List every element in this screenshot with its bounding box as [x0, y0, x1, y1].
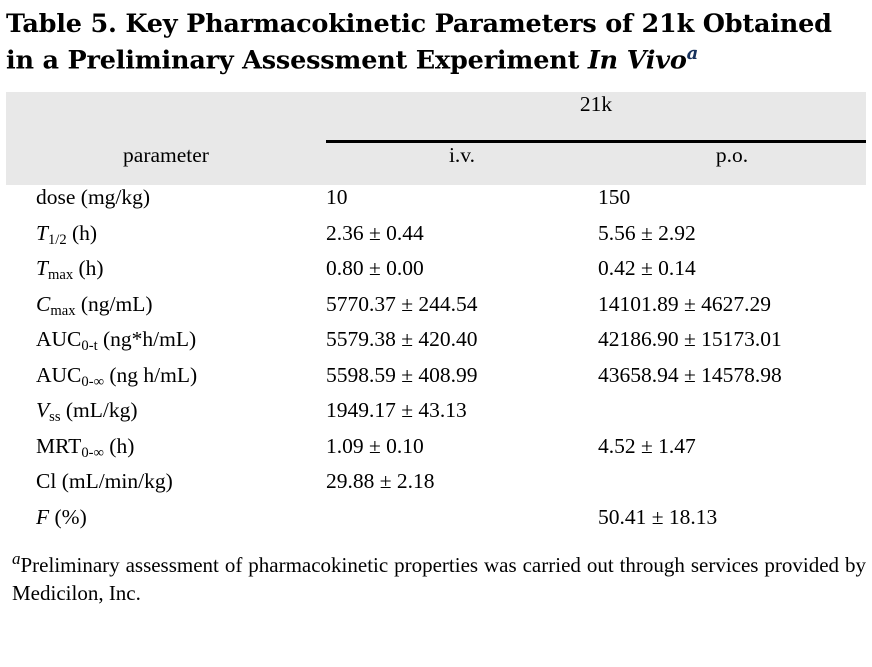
table-row — [6, 292, 866, 328]
table-row — [6, 434, 866, 470]
table-row — [6, 505, 866, 541]
table-caption — [6, 8, 866, 78]
column-header-parameter: parameter — [6, 142, 326, 186]
cell-po — [598, 398, 866, 434]
table-row — [6, 221, 866, 257]
row-parameter-tmax: $T_{max}$ (h) — [36, 256, 104, 284]
caption-line-1: Table 5. Key Pharmacokinetic Parameters of 21k Obtained — [6, 9, 832, 39]
table-row — [6, 256, 866, 292]
cell-iv: 2.36 ± 0.44 — [326, 220, 424, 245]
cell-iv: 0.80 ± 0.00 — [326, 256, 424, 281]
cell-iv — [326, 505, 598, 541]
cell-iv: 5770.37 ± 244.54 — [326, 291, 478, 316]
row-parameter-t-half: $T_{1/2}$ (h) — [36, 220, 98, 248]
group-header-21k: 21k — [326, 92, 866, 142]
table-row — [6, 185, 866, 221]
cell-iv: 1.09 ± 0.10 — [326, 433, 424, 458]
caption-footnote-marker: a — [686, 42, 699, 64]
table-column-header-row — [6, 142, 866, 186]
cell-po: 0.42 ± 0.14 — [598, 256, 696, 281]
cell-po: 5.56 ± 2.92 — [598, 220, 696, 245]
cell-po: 14101.89 ± 4627.29 — [598, 291, 772, 316]
cell-po: 43658.94 ± 14578.98 — [598, 362, 782, 387]
table-group-header-row — [6, 92, 866, 142]
table-body — [6, 185, 866, 540]
cell-iv: 29.88 ± 2.18 — [326, 469, 435, 494]
footnote-marker: a — [12, 549, 21, 569]
caption-line-2-text: in a Preliminary Assessment Experiment — [6, 45, 588, 76]
table-row — [6, 363, 866, 399]
table-row — [6, 327, 866, 363]
row-parameter-cl: Cl (mL/min/kg) — [36, 469, 173, 494]
row-parameter-dose: dose (mg/kg) — [36, 185, 151, 210]
footnote-text: Preliminary assessment of pharmacokinetic properties was carried out through services provided by Medicilon, Inc. — [12, 553, 866, 606]
cell-po: 4.52 ± 1.47 — [598, 433, 696, 458]
column-header-iv: i.v. — [326, 142, 598, 186]
pharmacokinetic-table — [6, 92, 866, 540]
row-parameter-cmax: $C_{max}$ (ng/mL) — [36, 291, 153, 319]
row-parameter-f: F (%) — [36, 504, 87, 529]
row-parameter-mrt: $MRT_{0-\infty}$ (h) — [36, 433, 135, 461]
cell-iv: 1949.17 ± 43.13 — [326, 398, 467, 423]
caption-line-2-italic: In Vivo — [587, 45, 687, 76]
cell-po: 50.41 ± 18.13 — [598, 504, 718, 529]
cell-iv: 10 — [326, 185, 348, 210]
column-header-po: p.o. — [598, 142, 866, 186]
cell-po — [598, 469, 866, 505]
cell-iv: 5579.38 ± 420.40 — [326, 327, 478, 352]
cell-iv: 5598.59 ± 408.99 — [326, 362, 478, 387]
group-header-spacer — [6, 92, 326, 142]
row-parameter-auc-0inf: $AUC_{0-\infty}$ (ng h/mL) — [36, 362, 198, 390]
cell-po: 42186.90 ± 15173.01 — [598, 327, 782, 352]
table-footnote — [6, 548, 866, 607]
cell-po: 150 — [598, 185, 631, 210]
row-parameter-vss: $V_{ss}$ (mL/kg) — [36, 398, 138, 426]
table-row — [6, 398, 866, 434]
row-parameter-auc-0t: $AUC_{0-t}$ (ng*h/mL) — [36, 327, 197, 355]
table-row — [6, 469, 866, 505]
